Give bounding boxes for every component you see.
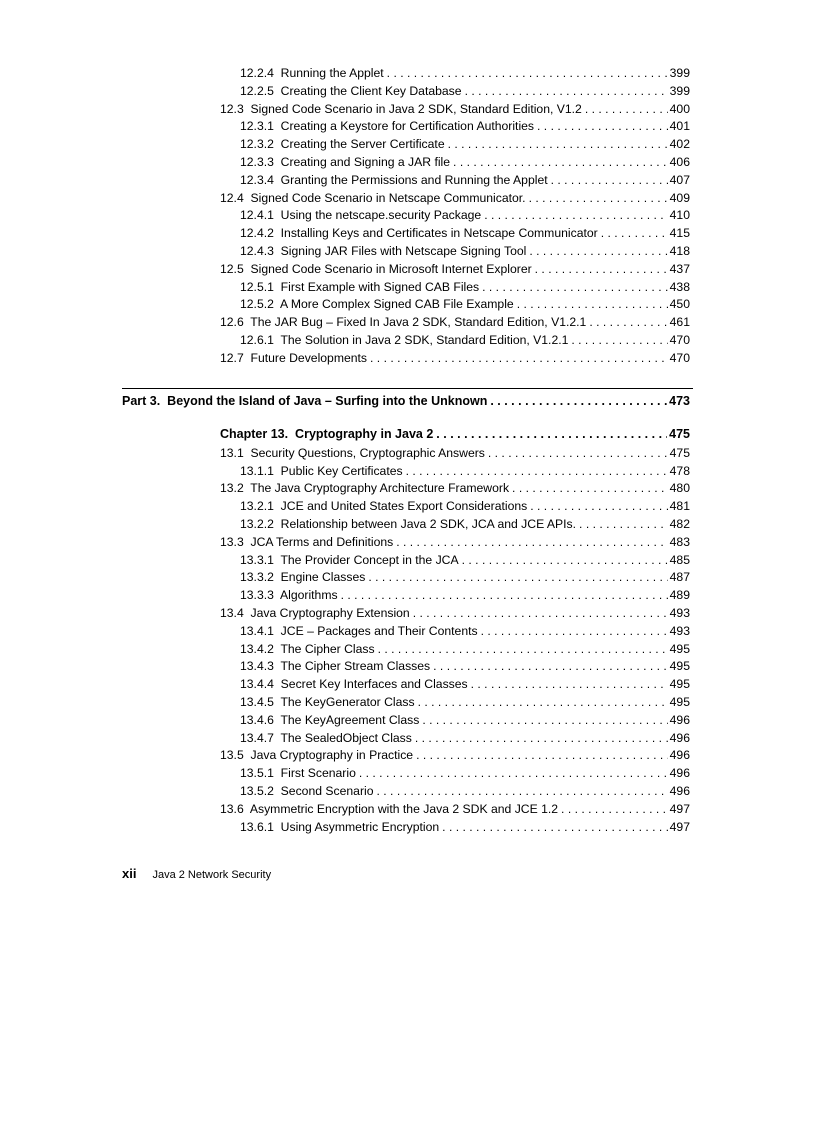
toc-entry[interactable] [220,136,690,154]
dot-leader [370,350,668,368]
section-number: 12.6 [220,315,244,330]
page-number: 495 [669,641,690,656]
section-number: 13.4 [220,605,244,620]
toc-entry[interactable] [220,765,690,783]
section-number: 13.2 [220,481,244,496]
chapter-13-entry[interactable] [220,426,690,444]
section-title: The KeyAgreement Class [280,712,420,727]
section-number: 13.4.6 [240,712,274,727]
section-title: Security Questions, Cryptographic Answers [250,445,485,460]
section-number: 12.3.2 [240,137,274,152]
section-title: Granting the Permissions and Running the Applet [280,172,548,187]
dot-leader [512,480,668,498]
toc-entry-text [240,641,378,659]
section-number: 13.5.2 [240,783,274,798]
dot-leader [561,801,668,819]
section-number: 13.2.2 [240,516,274,531]
dot-leader [530,498,667,516]
section-title: Creating the Server Certificate [280,137,445,152]
section-title: The Cipher Class [280,641,375,656]
section-title: JCE – Packages and Their Contents [280,623,478,638]
page-number: 407 [669,172,690,187]
section-title: Signed Code Scenario in Netscape Communicator. [250,190,526,205]
toc-entry-text [240,569,368,587]
section-number: 13.6.1 [240,819,274,834]
page-number: 399 [669,83,690,98]
toc-entry-text [240,730,415,748]
page-number: 487 [669,570,690,585]
section-number: 12.5 [220,261,244,276]
section-title: Using Asymmetric Encryption [280,819,440,834]
page-number: 481 [669,499,690,514]
dot-leader [601,225,668,243]
section-number: 13.4.5 [240,694,274,709]
toc-entry-text [220,747,416,765]
page-number: 483 [669,534,690,549]
toc-entry-text [240,463,406,481]
toc-entry[interactable] [220,552,690,570]
toc-entry-text [240,552,462,570]
section-number: 13.1.1 [240,463,274,478]
page-number: 493 [669,605,690,620]
section-number: 13.3.2 [240,570,274,585]
section-number: 13.1 [220,445,244,460]
page-number: 496 [669,730,690,745]
page-number: 475 [669,427,690,441]
toc-entry-text [220,480,512,498]
chapter-13-entries [220,445,690,837]
page-number: 478 [669,463,690,478]
section-title: The Java Cryptography Architecture Framework [250,481,510,496]
dot-leader [359,765,668,783]
section-title: Running the Applet [280,66,384,80]
page-number: 489 [669,588,690,603]
section-number: 13.5 [220,748,244,763]
toc-entry-text [240,498,530,516]
section-number: 12.2.4 [240,66,274,80]
section-title: Creating a Keystore for Certification Authorities [280,119,535,134]
toc-entry-text [220,801,561,819]
section-number: 12.3.1 [240,119,274,134]
part-heading [122,393,690,411]
toc-entry[interactable] [220,819,690,837]
page-number: 470 [669,332,690,347]
toc-entry-text [240,207,484,225]
section-title: The SealedObject Class [280,730,412,745]
section-title: A More Complex Signed CAB File Example [280,297,514,312]
section-number: 12.4.1 [240,208,274,223]
dot-leader [481,623,668,641]
section-title: Second Scenario [280,783,374,798]
dot-leader [517,296,668,314]
section-number: 13.4.4 [240,677,274,692]
dot-leader [396,534,667,552]
dot-leader [465,83,668,101]
dot-leader [377,783,668,801]
toc-entry[interactable] [220,569,690,587]
section-number: 13.4.7 [240,730,274,745]
toc-entry[interactable] [220,296,690,314]
section-title: The JAR Bug – Fixed In Java 2 SDK, Standard Edition, V1.2.1 [250,315,587,330]
section-title: Signing JAR Files with Netscape Signing Tool [280,243,527,258]
toc-entry[interactable] [220,783,690,801]
dot-leader [488,445,668,463]
toc-entry-text [240,712,422,730]
page-number: 496 [669,748,690,763]
section-number: 12.4 [220,190,244,205]
dot-leader [579,516,668,534]
section-number: 12.3.3 [240,154,274,169]
toc-entry-text [220,605,413,623]
page-number: 418 [669,243,690,258]
page-number: 450 [669,297,690,312]
section-number: 12.3 [220,101,244,116]
dot-leader [490,393,667,411]
toc-entry-text [240,296,517,314]
page-number: 485 [669,552,690,567]
section-title: Relationship between Java 2 SDK, JCA and JCE APIs. [280,516,577,531]
toc-entry-text [240,83,465,101]
section-title: JCE and United States Export Considerations [280,499,528,514]
toc-entry[interactable] [220,445,690,463]
toc-entry-text [240,516,579,534]
section-number: 13.4.2 [240,641,274,656]
toc-entry-text [220,190,529,208]
section-number: 12.6.1 [240,332,274,347]
page-number: 409 [669,190,690,205]
toc-entry[interactable] [220,350,690,368]
toc-entry[interactable] [220,747,690,765]
footer-book-title: Java 2 Network Security [152,869,272,881]
toc-entry[interactable] [220,463,690,481]
page-number: 402 [669,137,690,152]
section-number: 12.4.3 [240,243,274,258]
dot-leader [436,426,667,444]
page-number: 399 [669,66,690,80]
toc-entry-text [240,623,481,641]
section-title: Java Cryptography in Practice [250,748,414,763]
dot-leader [529,243,667,261]
toc-entry-text [240,136,448,154]
toc-entry[interactable] [220,65,690,83]
section-title: Creating and Signing a JAR file [280,154,451,169]
page-number: 400 [669,101,690,116]
toc-entry-text [240,172,551,190]
page-number: 410 [669,208,690,223]
toc-entry[interactable] [220,801,690,819]
section-title: Creating the Client Key Database [280,83,462,98]
toc-entry[interactable] [220,516,690,534]
dot-leader [406,463,668,481]
dot-leader [471,676,668,694]
dot-leader [537,118,668,136]
toc-entry[interactable] [220,207,690,225]
toc-entry-text [240,332,571,350]
dot-leader [413,605,668,623]
toc-entry[interactable] [220,190,690,208]
toc-entry[interactable] [220,154,690,172]
dot-leader [535,261,668,279]
section-title: Installing Keys and Certificates in Netscape Communicator [280,226,598,241]
toc-entry[interactable] [220,676,690,694]
dot-leader [585,101,668,119]
section-number: 13.6 [220,801,244,816]
dot-leader [589,314,667,332]
page-number: 495 [669,694,690,709]
page-number: 473 [669,394,690,408]
section-number: 13.4.3 [240,659,274,674]
page-number: 438 [669,279,690,294]
dot-leader [551,172,668,190]
page-number: 480 [669,481,690,496]
toc-entry[interactable] [220,261,690,279]
section-title: Signed Code Scenario in Microsoft Internet Explorer [250,261,532,276]
page-number: 401 [669,119,690,134]
page-number: 493 [669,623,690,638]
dot-leader [415,730,668,748]
toc-entry[interactable] [220,730,690,748]
toc-entry[interactable] [220,534,690,552]
toc-entry[interactable] [220,314,690,332]
page-number: 497 [669,801,690,816]
section-number: 13.3.3 [240,588,274,603]
section-number: 13.2.1 [240,499,274,514]
section-title: Asymmetric Encryption with the Java 2 SDK and JCE 1.2 [249,801,559,816]
dot-leader [448,136,668,154]
section-title: The KeyGenerator Class [280,694,415,709]
section-number: 13.4.1 [240,623,274,638]
part-divider-rule [122,388,693,389]
dot-leader [387,65,668,83]
toc-entry-text [240,279,482,297]
section-title: First Scenario [280,766,356,781]
toc-entry-text [240,225,601,243]
toc-entry[interactable] [220,658,690,676]
toc-entry-text [240,676,471,694]
section-title: Using the netscape.security Package [280,208,482,223]
section-title: Java Cryptography Extension [250,605,410,620]
dot-leader [378,641,668,659]
toc-entry-text [240,65,387,83]
page-number: 496 [669,783,690,798]
toc-entry-text [240,154,453,172]
toc-entry-text [240,819,442,837]
toc-entry[interactable] [220,243,690,261]
toc-entry-text [220,101,585,119]
section-title: Signed Code Scenario in Java 2 SDK, Standard Edition, V1.2 [250,101,582,116]
toc-entry[interactable] [220,83,690,101]
toc-entry-text [220,534,396,552]
toc-entry-text [220,261,535,279]
toc-entry[interactable] [220,641,690,659]
toc-chapter-13 [220,426,690,836]
section-number: 12.5.1 [240,279,274,294]
dot-leader [416,747,668,765]
toc-entry-text [240,118,537,136]
part-label-title: Part 3. Beyond the Island of Java – Surfing into the Unknown [122,394,488,408]
section-number: 12.7 [220,350,244,365]
toc-entry-text [240,783,377,801]
dot-leader [433,658,668,676]
toc-entry[interactable] [220,172,690,190]
section-title: The Solution in Java 2 SDK, Standard Edition, V1.2.1 [280,332,569,347]
page-number: 496 [669,766,690,781]
page-number: 437 [669,261,690,276]
section-number: 13.3 [220,534,244,549]
page-number: 482 [669,516,690,531]
dot-leader [462,552,668,570]
toc-entry[interactable] [220,225,690,243]
section-title: Engine Classes [280,570,366,585]
dot-leader [482,279,668,297]
toc-entry[interactable] [220,332,690,350]
toc-entry-text [220,445,488,463]
page-number: 470 [669,350,690,365]
dot-leader [571,332,667,350]
toc-entry-text [240,658,433,676]
toc-section-12 [220,65,690,368]
dot-leader [341,587,668,605]
chapter-label-title: Chapter 13. Cryptography in Java 2 [220,427,434,441]
section-title: Secret Key Interfaces and Classes [280,677,468,692]
page-number: 497 [669,819,690,834]
section-title: First Example with Signed CAB Files [280,279,480,294]
toc-entry[interactable] [220,623,690,641]
footer-page-number: xii [122,866,137,881]
section-number: 12.3.4 [240,172,274,187]
toc-entry[interactable] [220,279,690,297]
toc-entry[interactable] [220,498,690,516]
page-number: 415 [669,226,690,241]
toc-entry-text [220,314,589,332]
section-title: The Cipher Stream Classes [280,659,431,674]
toc-entry[interactable] [220,480,690,498]
page-number: 406 [669,154,690,169]
dot-leader [422,712,667,730]
toc-entry-text [240,587,341,605]
toc-entry[interactable] [220,694,690,712]
section-title: Future Developments [250,350,368,365]
toc-entry-text [240,765,359,783]
toc-entry-text [240,694,418,712]
page-footer [122,866,271,881]
part-3-entry[interactable] [122,393,690,411]
toc-entry[interactable] [220,605,690,623]
section-number: 12.2.5 [240,83,274,98]
toc-entry-text [240,243,529,261]
toc-entry-text [220,350,370,368]
dot-leader [418,694,668,712]
section-number: 13.5.1 [240,766,274,781]
section-number: 12.4.2 [240,226,274,241]
dot-leader [484,207,667,225]
page-number: 461 [669,315,690,330]
section-title: Public Key Certificates [280,463,403,478]
section-title: The Provider Concept in the JCA [280,552,459,567]
section-number: 12.5.2 [240,297,274,312]
page-number: 495 [669,677,690,692]
page-number: 495 [669,659,690,674]
toc-entry[interactable] [220,587,690,605]
dot-leader [368,569,667,587]
dot-leader [442,819,667,837]
toc-entry[interactable] [220,118,690,136]
toc-entry[interactable] [220,101,690,119]
section-title: JCA Terms and Definitions [250,534,394,549]
page-number: 496 [669,712,690,727]
toc-entry[interactable] [220,712,690,730]
section-number: 13.3.1 [240,552,274,567]
section-title: Algorithms [280,588,338,603]
dot-leader [453,154,668,172]
dot-leader [529,190,668,208]
page-number: 475 [669,445,690,460]
